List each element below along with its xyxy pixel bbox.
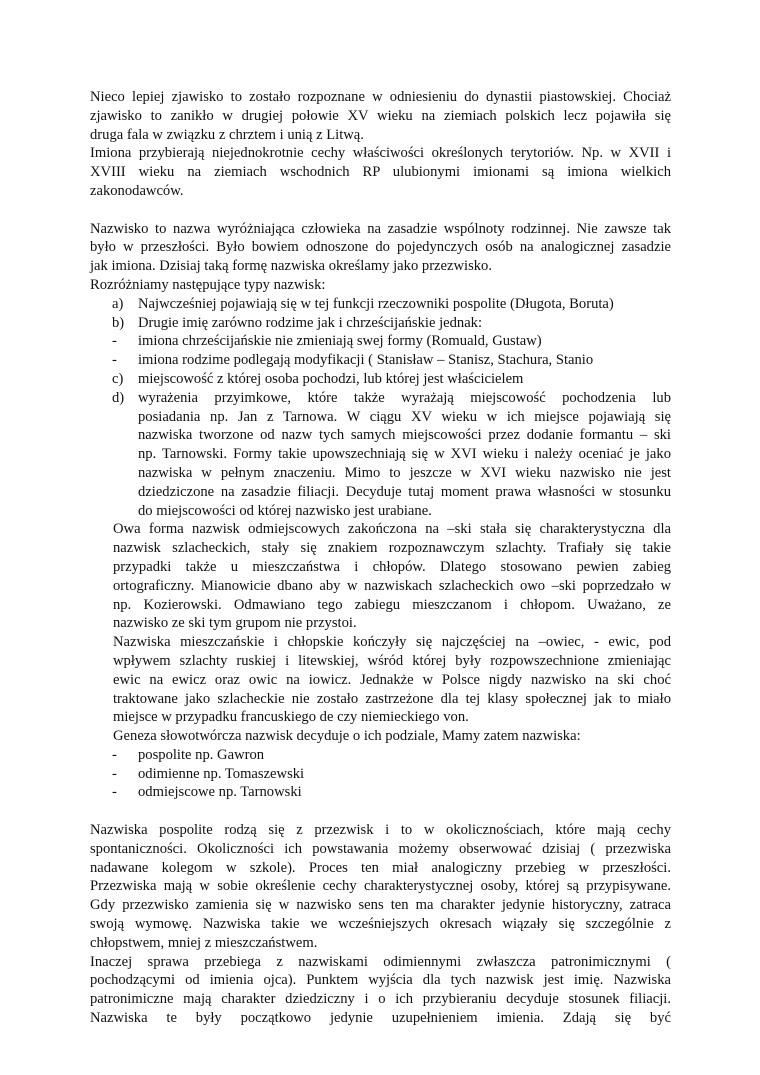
text-line: XVIII wieku na ziemiach wschodnich RP ulubionymi imionami są imiona wielkich xyxy=(90,164,671,181)
text-line: Nazwiska te były początkowo jedynie uzupełnieniem imienia. Zdają się być xyxy=(90,1010,671,1027)
list-marker: - xyxy=(112,352,117,369)
list-marker: c) xyxy=(112,370,124,387)
text-line: spontaniczności. Okoliczności ich powstawania możemy obserwować dzisiaj ( przezwiska xyxy=(90,840,671,857)
list-marker: - xyxy=(112,746,117,763)
list-item xyxy=(90,765,671,784)
text-line: Nazwiska mieszczańskie i chłopskie kończyły się najczęściej na –owiec, - ewic, pod xyxy=(113,634,671,651)
text-line: imiona rodzime podlegają modyfikacji ( Stanisław – Stanisz, Stachura, Stanio xyxy=(138,352,594,369)
paragraph xyxy=(113,520,671,633)
text-line: druga fala w związku z chrztem i unią z Litwą. xyxy=(90,126,364,143)
text-line: Nieco lepiej zjawisko to zostało rozpoznane w odniesieniu do dynastii piastowskiej. Chociaż xyxy=(90,89,671,105)
text-line: ortograficzny. Mianowicie dbano aby w nazwiskach szlacheckich owo –ski poprzedzało w xyxy=(113,577,671,594)
text-line: pochodzącymi od imienia ojca). Punktem wyjścia dla tych nazwisk jest imię. Nazwiska xyxy=(90,972,671,989)
text-line: do miejscowości od której nazwisko jest urabiane. xyxy=(138,502,432,519)
list-item xyxy=(90,389,671,521)
text-line: imiona chrześcijańskie nie zmieniają swej formy (Romuald, Gustaw) xyxy=(138,333,542,350)
paragraph xyxy=(113,633,671,727)
text-line: nazwisko ze ski tym grupom nie przystoi. xyxy=(113,615,357,632)
paragraph xyxy=(90,821,671,953)
text-line: nazwiska w pełnym znaczeniu. Mimo to jeszcze w XVI wieku nazwisko nie jest xyxy=(138,464,671,481)
text-line: posiadania np. Jan z Tarnowa. W ciągu XV wieku w ich miejsce pojawiają się xyxy=(138,408,671,425)
paragraph xyxy=(90,88,671,144)
text-line: miejscowość z której osoba pochodzi, lub której jest właścicielem xyxy=(138,370,524,387)
list-marker: a) xyxy=(112,295,124,312)
list-item xyxy=(90,332,671,351)
paragraph xyxy=(113,727,671,746)
paragraph xyxy=(90,953,671,1028)
list-marker: - xyxy=(112,333,117,350)
text-line: Nazwiska pospolite rodzą się z przezwisk i to w okolicznościach, które mają cechy xyxy=(90,822,671,839)
text-line: ewic na ewicz oraz owic na iowicz. Jednakże w Polsce nigdy nazwisko na ski choć xyxy=(113,671,671,688)
text-line: Owa forma nazwisk odmiejscowych zakończona na –ski stała się charakterystyczna dla xyxy=(113,521,671,538)
text-line: np. Kozierowski. Odmawiano tego zabiegu mieszczanom i chłopom. Uważano, ze xyxy=(113,596,671,613)
text-line: Inaczej sprawa przebiega z nazwiskami odimiennymi zwłaszcza patronimicznymi ( xyxy=(90,953,671,970)
text-line: jak imiona. Dzisiaj taką formę nazwiska określamy jako przezwisko. xyxy=(90,258,493,275)
text-line: zjawisko to zanikło w drugiej połowie XV wieku na ziemiach polskich lecz pojawiła się xyxy=(90,107,671,124)
list-item xyxy=(90,746,671,765)
list-item xyxy=(90,314,671,333)
blank-line xyxy=(90,201,671,220)
text-line: chłopstwem, mniej z mieszczaństwem. xyxy=(90,934,318,951)
text-line: przypadki także u mieszczaństwa i chłopów. Dlatego stosowano pewien zabieg xyxy=(113,558,671,575)
paragraph xyxy=(90,144,671,200)
document-page xyxy=(90,88,671,1028)
list-item xyxy=(90,351,671,370)
text-line: Nazwisko to nazwa wyróżniająca człowieka na zasadzie wspólnoty rodzinnej. Nie zawsze tak xyxy=(90,220,671,237)
list-marker: b) xyxy=(112,314,125,331)
text-line: było w przeszłości. Było bowiem odnoszone do pojedynczych osób na analogicznej zasadzie xyxy=(90,239,671,256)
list-marker: - xyxy=(112,784,117,801)
text-line: nazwiska tworzone od nazw tych samych miejscowości przez dodanie formantu – ski xyxy=(138,427,671,444)
text-line: wyrażenia przyimkowe, które także wyrażają miejscowość pochodzenia lub xyxy=(138,389,671,406)
text-line: dziedziczone na zasadzie filiacji. Decyduje tutaj moment prawa własności w stosunku xyxy=(138,483,671,500)
text-line: nazwisk szlacheckich, stały się znakiem rozpoznawczym szlachty. Trafiały się takie xyxy=(113,540,671,557)
text-line: Rozróżniamy następujące typy nazwisk: xyxy=(90,276,326,293)
text-line: Drugie imię zarówno rodzime jak i chrześcijańskie jednak: xyxy=(138,314,483,331)
paragraph xyxy=(90,276,671,295)
list-item xyxy=(90,370,671,389)
list-item xyxy=(90,783,671,802)
text-line: Najwcześniej pojawiają się w tej funkcji rzeczowniki pospolite (Długota, Boruta) xyxy=(138,295,614,312)
text-line: Geneza słowotwórcza nazwisk decyduje o ich podziale, Mamy zatem nazwiska: xyxy=(113,728,581,745)
paragraph xyxy=(90,220,671,276)
text-line: Gdy przezwisko zamienia się w nazwisko sens ten ma charakter jedynie historyczny, zatraca xyxy=(90,897,671,914)
text-line: pospolite np. Gawron xyxy=(138,746,265,763)
text-line: Imiona przybierają niejednokrotnie cechy właściwości określonych terytoriów. Np. w XVII i xyxy=(90,145,671,162)
text-line: swoją wymowę. Nazwiska takie we wcześniejszych okresach wiązały się szczególnie z xyxy=(90,916,671,933)
text-line: np. Tarnowski. Formy takie upowszechniają się w XVI wieku i należy oceniać je jako xyxy=(138,446,671,463)
list-marker: - xyxy=(112,765,117,782)
text-line: Przezwiska mają w sobie określenie cechy charakterystycznej osoby, której są przypisywane. xyxy=(90,878,671,895)
text-line: nadawane kolegom w szkole). Proces ten miał analogiczny przebieg w przeszłości. xyxy=(90,859,671,876)
list-marker: d) xyxy=(112,389,125,406)
text-line: odimienne np. Tomaszewski xyxy=(138,765,305,782)
text-line: zakonodawców. xyxy=(90,182,184,199)
text-line: odmiejscowe np. Tarnowski xyxy=(138,784,302,801)
blank-line xyxy=(90,802,671,821)
text-line: miejsce w przypadku francuskiego de czy niemieckiego von. xyxy=(113,709,469,726)
text-line: wpływem szlachty ruskiej i litewskiej, wśród której były rozpowszechnione zmieniając xyxy=(113,652,671,669)
text-line: traktowane jako szlacheckie nie zostało zastrzeżone dla tej klasy społecznej jak to miało xyxy=(113,690,671,707)
text-line: patronimiczne mają charakter dziedziczny i o ich przybieraniu decyduje stosunek filiacji. xyxy=(90,991,671,1008)
list-item xyxy=(90,295,671,314)
